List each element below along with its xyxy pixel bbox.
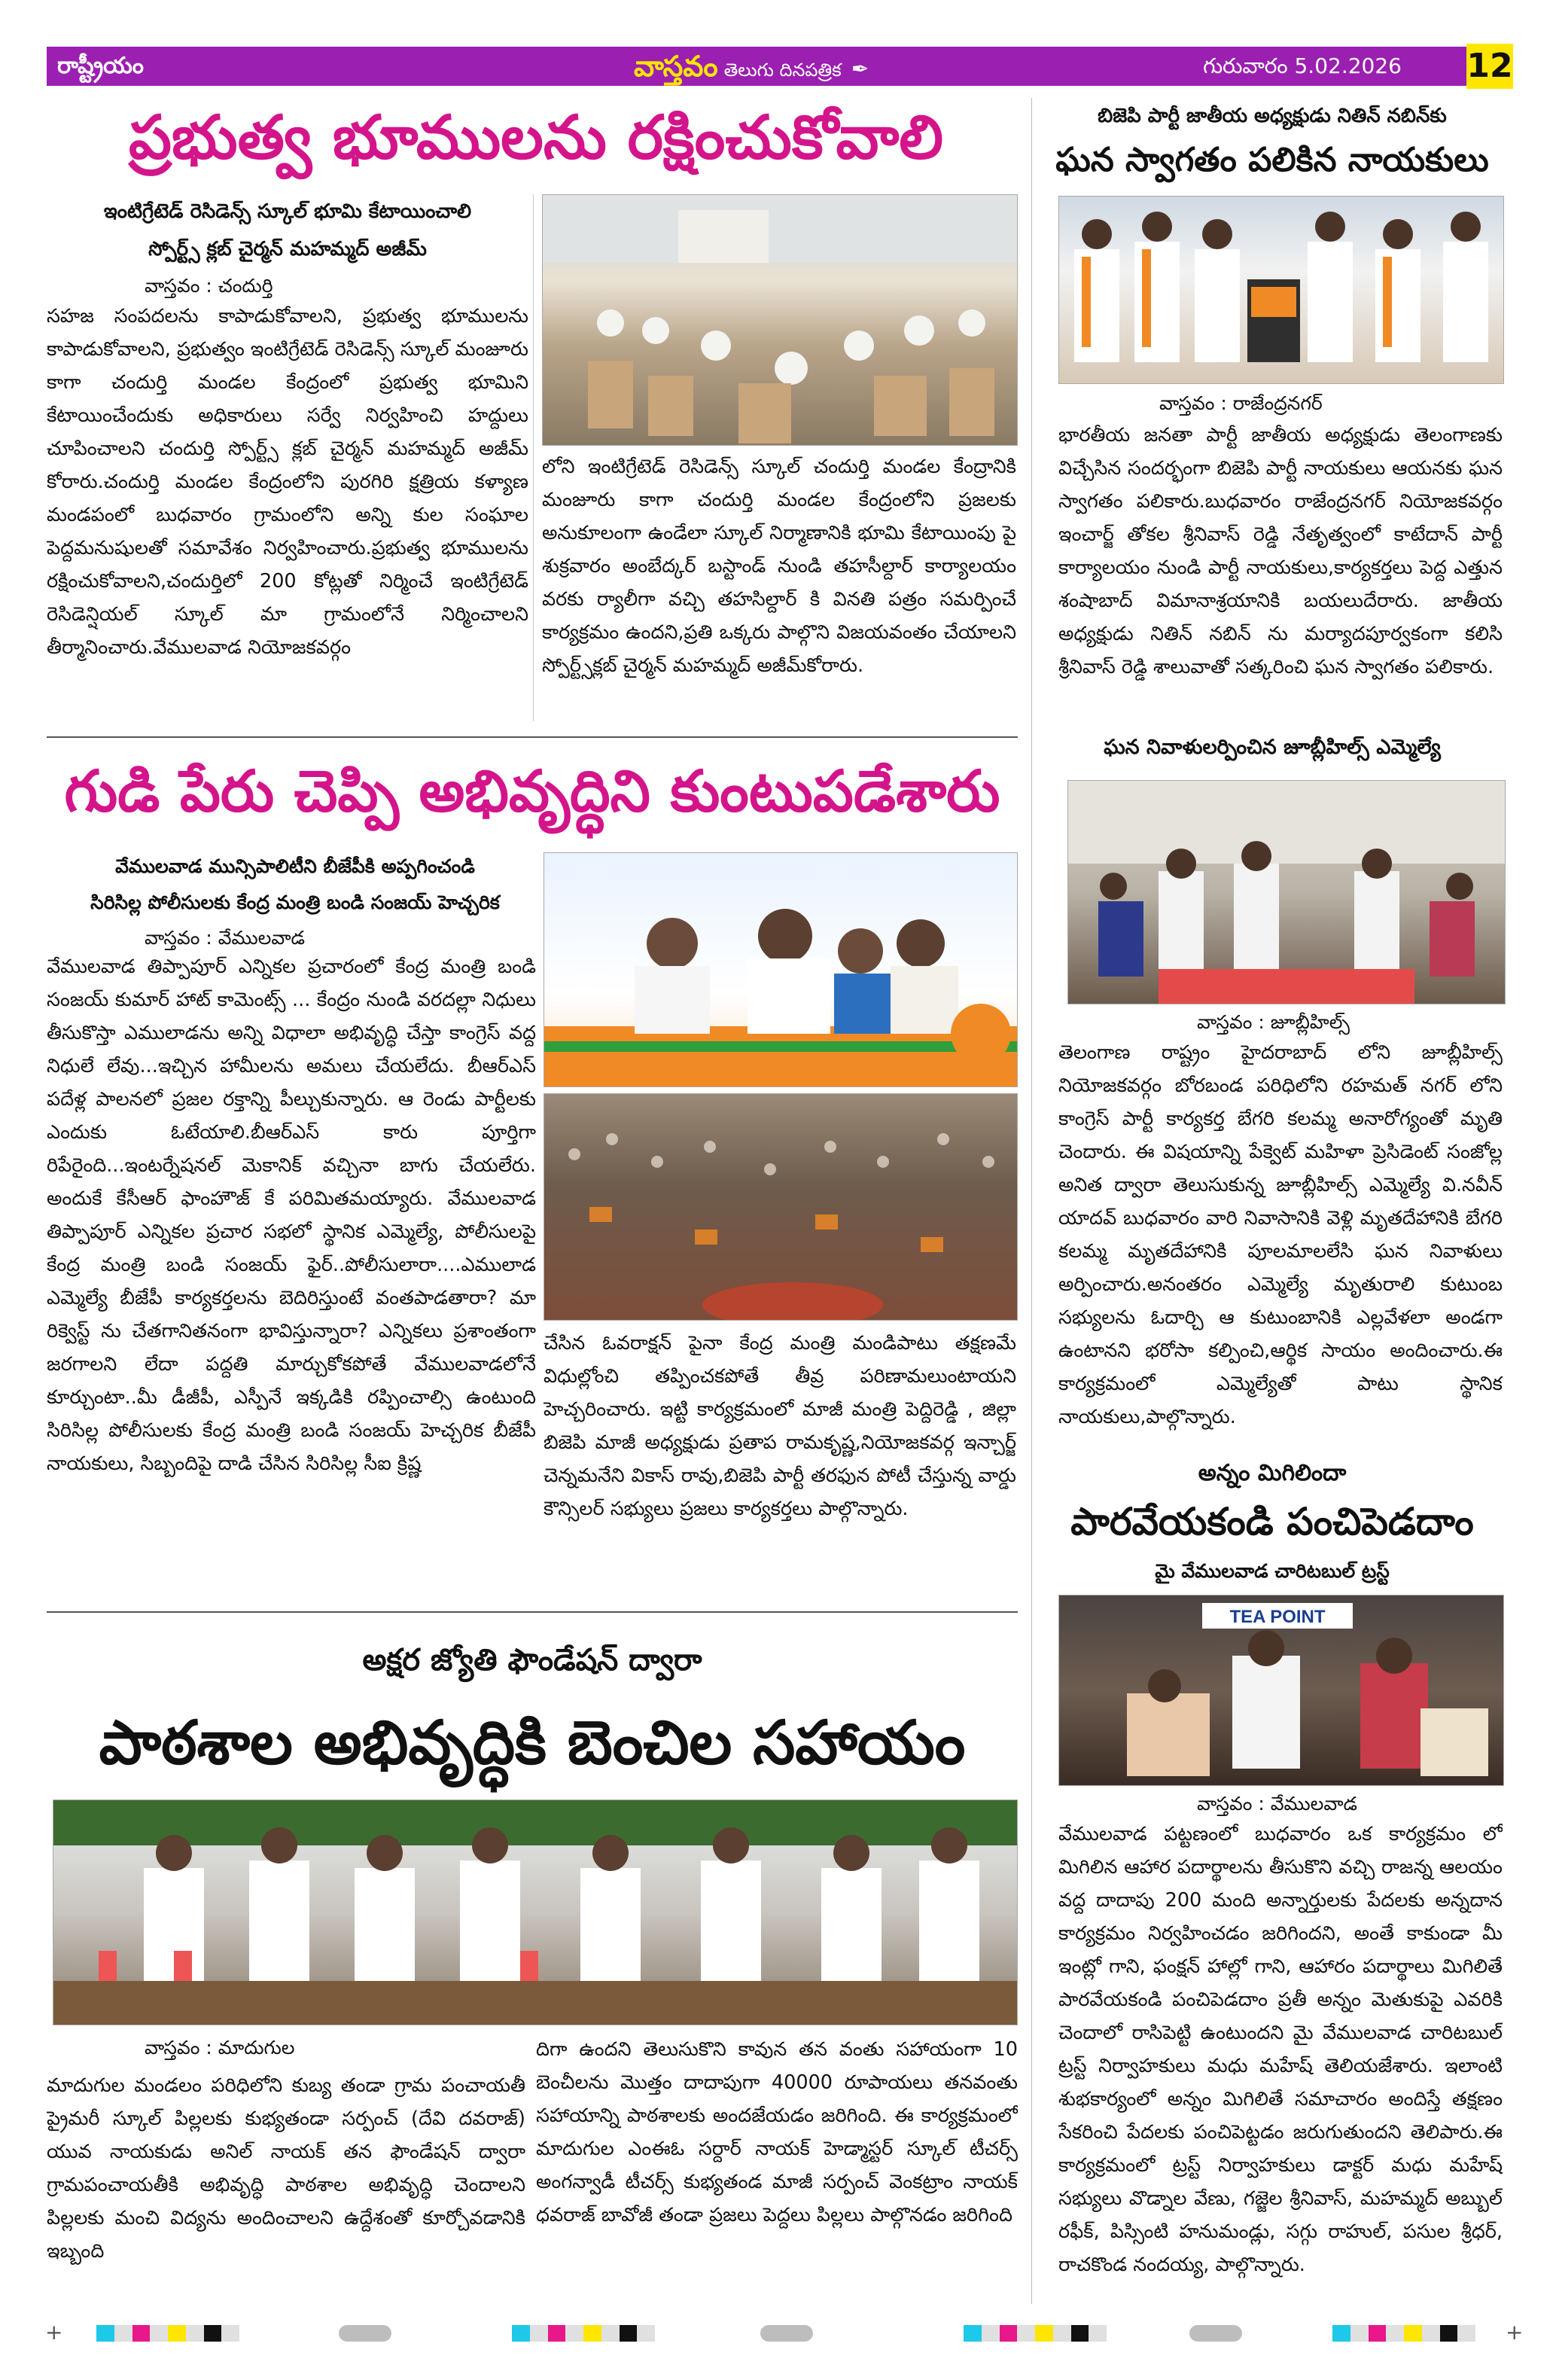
page-number: 12: [1466, 44, 1513, 89]
story3-dateline: వాస్తవం : మాదుగుల: [145, 2037, 295, 2059]
welcome-group-illustration: [1059, 197, 1503, 383]
column-divider: [533, 194, 534, 721]
condolence-illustration: [1068, 781, 1505, 1004]
rally-stage-illustration: [544, 853, 1017, 1086]
story1-photo: [542, 194, 1018, 446]
story6-body: వేములవాడ పట్టణంలో బుధవారం ఒక కార్యక్రమం లో మిగిలిన ఆహార పదార్థాలను తీసుకొని వచ్చి రాజన్న ఆలయం వద్ద దాదాపు 200 మంది అన్నార్తులకు పేదలకు అన్నదాన కార్యక్రమం నిర్వహించడం జరిగిందని, అంతే కాకుండా మీ ఇంట్లో గాని, ఫంక్షన్ హాల్లో గాని, ఆహారం పదార్థాలు మిగిలితే పారవేయకండి పంచిపెడదాం ప్రతీ అన్నం మెతుకుపై ఎవరికి చెందాలో రాసిపెట్టి ఉంటుందని మై వేములవాడ చారిటబుల్ ట్రస్ట్ నిర్వాహకులు మధు మహేష్ తెలియజేశారు. ఇలాంటి శుభకార్యంలో అన్నం మిగిలితే సమాచారం అందిస్తే తక్షణం సేకరించి పేదలకు పంచిపెట్టడం జరుగుతుందని తెలిపారు.ఈ కార్యక్రమంలో ట్రస్ట్ నిర్వాహకులు డాక్టర్ మధు మహేష్ సభ్యులు వొడ్నాల వేణు, గజ్జెల శ్రీనివాస్, మహమ్మద్ అబ్బుల్ రఫీక్, పిస్సింటి హనుమండ్లు, సగ్గు రాహుల్, పసుల శ్రీధర్, రాచకొండ నందయ్య, పాల్గొన్నారు.: [1058, 1823, 1503, 2276]
color-bar-2: [512, 2325, 655, 2342]
masthead-sub: తెలుగు దినపత్రిక: [723, 59, 842, 81]
story2-photo-stage: [544, 852, 1018, 1087]
story5-headline: ఘన నివాళులర్పించిన జూబ్లీహిల్స్ ఎమ్మెల్యే: [1104, 736, 1441, 759]
grey-pill-2: [760, 2325, 813, 2342]
story3-headline: పాఠశాల అభివృద్ధికి బెంచిల సహాయం: [99, 1708, 966, 1778]
story1-col2: లోని ఇంటిగ్రేటెడ్ రెసిడెన్స్ స్కూల్ చందుర్తి మండల కేంద్రానికి మంజూరు కాగా చందుర్తి మండల కేంద్రంలోని ప్రజలకు అనుకూలంగా ఉండేలా స్కూల్ నిర్మాణానికి భూమి కేటాయింపు పై శుక్రవారం అంబేద్కర్ బస్టాండ్ నుండి తహసీల్దార్ కార్యాలయం వరకు ర్యాలీగా వచ్చి తహసిల్దార్ కి వినతి పత్రం సమర్పించే కార్యక్రమం ఉందని,ప్రతి ఒక్కరు పాల్గొని విజయవంతం చేయాలని స్పోర్ట్స్‌క్లబ్ చైర్మన్ మహమ్మద్ అజీమ్‌కోరారు.: [542, 456, 1016, 677]
story6-photo: [1058, 1595, 1504, 1786]
story4-body: భారతీయ జనతా పార్టీ జాతీయ అధ్యక్షుడు తెలంగాణకు విచ్చేసిన సందర్భంగా బిజెపి పార్టీ నాయకులు ఆయనకు ఘన స్వాగతం పలికారు.బుధవారం రాజేంద్రనగర్ నియోజకవర్గం ఇంచార్జ్ తోకల శ్రీనివాస్ రెడ్డి నేతృత్వంలో కాటేదాన్ పార్టీ కార్యాలయం నుండి పార్టీ నాయకులు,కార్యకర్తలు పెద్ద ఎత్తున శంషాబాద్ విమానాశ్రయానికి బయలుదేరారు. జాతీయ అధ్యక్షుడు నితిన్ నబిన్ ను మర్యాదపూర్వకంగా కలిసి శ్రీనివాస్ రెడ్డి శాలువాతో సత్కరించి ఘన స్వాగతం పలికారు.: [1058, 424, 1503, 678]
story3-col2: దిగా ఉందని తెలుసుకొని కావున తన వంతు సహాయంగా 10 బెంచీలను మొత్తం దాదాపుగా 40000 రూపాయలు తనవంతు సహాయాన్ని పాఠశాలకు అందజేయడం జరిగింది. ఈ కార్యక్రమంలో మాదుగుల ఎంఈఓ సర్దార్ నాయక్ హెడ్మాస్టర్ స్కూల్ టీచర్స్ అంగన్వాడీ టీచర్స్ కుభ్యతండ మాజీ సర్పంచ్ వెంకట్రాం నాయక్ ధవరాజ్ బావోజీ తండా ప్రజలు పెద్దలు పిల్లలు పాల్గొనడం జరిగింది: [536, 2038, 1018, 2226]
story2-col1: వేములవాడ తిప్పాపూర్ ఎన్నికల ప్రచారంలో కేంద్ర మంత్రి బండి సంజయ్ కుమార్ హాట్ కామెంట్స్ ... కేంద్రం నుండి వరదల్లా నిధులు తీసుకొస్తా ఎములాడను అన్ని విధాలా అభివృద్ధి చేస్తా కాంగ్రెస్ వద్ద నిధులే లేవు...ఇచ్చిన హామీలను అమలు చేయలేదు. బీఆర్ఎస్ పదేళ్ల పాలనలో ప్రజల రక్తాన్ని పీల్చుకున్నారు. ఆ రెండు పార్టీలకు ఎందుకు ఓటేయాలి.బీఆర్ఎస్ కారు పూర్తిగా రిపేరైంది...ఇంటర్నేషనల్ మెకానిక్ వచ్చినా బాగు చేయలేరు. అందుకే కేసీఆర్ ఫాంహౌజ్ కే పరిమితమయ్యారు. వేములవాడ తిప్పాపూర్ ఎన్నికల ప్రచార సభలో స్థానిక ఎమ్మెల్యే, పోలీసులపై కేంద్ర మంత్రి బండి సంజయ్ ఫైర్..పోలీసులారా....ఎములాడ ఎమ్మెల్యే బీజేపీ కార్యకర్తలను బెదిరిస్తుంటే వంతపాడతారా? మా రిక్వెస్ట్ ను చేతగానితనంగా భావిస్తున్నారా? ఎన్నికలు ప్రశాంతంగా జరగాలని లేదా పద్దతి మార్చుకోకపోతే వేములవాడలోనే కూర్చుంటా..మీ డీజీపీ, ఎస్పీనే ఇక్కడికి రప్పించాల్సి ఉంటుంది సిరిసిల్ల పోలీసులకు కేంద్ర మంత్రి బండి సంజయ్ హెచ్చరిక బీజేపీ నాయకులు, సిబ్బందిపై దాడి చేసిన సిరిసిల్ల సీఐ క్రిష్ణ: [47, 955, 536, 1475]
grey-pill-1: [339, 2325, 391, 2342]
story1-sub2: స్పోర్ట్స్ క్లబ్ చైర్మన్ మహమ్మద్ అజీమ్: [148, 238, 427, 261]
story5-photo: [1067, 780, 1506, 1004]
grey-pill-3: [1189, 2325, 1242, 2342]
section-divider-2: [47, 1611, 1018, 1613]
story6-dateline: వాస్తవం : వేములవాడ: [1197, 1793, 1358, 1815]
meeting-photo-illustration: [543, 195, 1017, 445]
page-header: [47, 47, 1469, 86]
food-distribution-illustration: [1059, 1595, 1503, 1785]
section-divider: [47, 736, 1018, 738]
story5-body: తెలంగాణ రాష్ట్రం హైదరాబాద్ లోని జూబ్లీహిల్స్ నియోజకవర్గం బోరబండ పరిధిలోని రహమత్ నగర్ లోని కాంగ్రెస్ పార్టీ కార్యకర్త బేగరి కలమ్మ అనారోగ్యంతో మృతి చెందారు. ఈ విషయాన్ని పేక్వెట్ మహిళా ప్రెసిడెంట్ సంజోల్ల అనిత ద్వారా తెలుసుకున్న జూబ్లీహిల్స్ ఎమ్మెల్యే వి.నవీన్ యాదవ్ బుధవారం వారి నివాసానికి వెళ్లి మృతదేహానికి బేగరి కలమ్మ మృతదేహానికి పూలమాలలేసి ఘన నివాళులు అర్పించారు.అనంతరం ఎమ్మెల్యే మృతురాలి కుటుంబ సభ్యులను ఓదార్చి ఆ కుటుంబానికి ఎల్లవేళలా అండగా ఉంటానని భరోసా కల్పించి,ఆర్థిక సాయం అందించారు.ఈ కార్యక్రమంలో ఎమ్మెల్యేతో పాటు స్థానిక నాయకులు,పాల్గొన్నారు.: [1058, 1041, 1503, 1428]
story2-dateline: వాస్తవం : వేములవాడ: [145, 927, 306, 949]
story1-dateline: వాస్తవం : చందుర్తి: [145, 275, 273, 297]
color-bar-4: [1332, 2325, 1475, 2342]
story2-col2: చేసిన ఓవరాక్షన్ పైనా కేంద్ర మంత్రి మండిపాటు తక్షణమే విధుల్లోంచి తప్పించకపోతే తీవ్ర పరిణామలుంటాయని హెచ్చరించారు. ఇట్టి కార్యక్రమంలో మాజీ మంత్రి పెద్దిరెడ్డి , జిల్లా బిజెపి మాజీ అధ్యక్షుడు ప్రతాప రామకృష్ణ,నియోజకవర్గ ఇన్చార్జ్ చెన్నమనేని వికాస్ రావు,బిజెపి పార్టీ తరఫున పోటీ చేస్తున్న వార్డు కౌన్సిలర్ సభ్యులు ప్రజలు కార్యకర్తలు పాల్గొన్నారు.: [544, 1332, 1016, 1520]
story2-sub1: వేములవాడ మున్సిపాలిటీని బీజేపీకి అప్పగించండి: [115, 855, 475, 877]
story3-photo: [53, 1799, 1018, 2025]
story6-kicker: అన్నం మిగిలిందా: [1198, 1460, 1347, 1486]
issue-date: గురువారం 5.02.2026: [1203, 53, 1402, 78]
registration-mark-right: +: [1506, 2320, 1524, 2345]
school-group-illustration: [53, 1800, 1017, 2025]
story6-sub: మై వేములవాడ చారిటబుల్ ట్రస్ట్: [1155, 1560, 1390, 1582]
story1-col1: సహజ సంపదలను కాపాడుకోవాలని, ప్రభుత్వ భూములను కాపాడుకోవాలని, ప్రభుత్వం ఇంటిగ్రేటెడ్ రెసిడెన్స్ స్కూల్ మంజూరు కాగా చందుర్తి మండల కేంద్రంలో ప్రభుత్వ భూమిని కేటాయించేందుకు అధికారులు సర్వే నిర్వహించి హద్దులు చూపించాలని చందుర్తి స్పోర్ట్స్ క్లబ్ చైర్మన్ మహమ్మద్ అజీమ్ కోరారు.చందుర్తి మండల కేంద్రంలోని పురగిరి క్షత్రియ కళ్యాణ మండపంలో బుధవారం గ్రామంలోని అన్ని కుల సంఘాల పెద్దమనుషులతో సమావేశం నిర్వహించారు.ప్రభుత్వ భూములను రక్షించుకోవాలని,చందుర్తిలో 200 కోట్లతో నిర్మించే ఇంటిగ్రేటెడ్ రెసిడెన్షియల్ స్కూల్ మా గ్రామంలోనే నిర్మించాలని తీర్మానించారు.వేములవాడ నియోజకవర్గం: [47, 305, 528, 659]
story4-dateline: వాస్తవం : రాజేంద్రనగర్: [1159, 392, 1323, 414]
story2-headline: గుడి పేరు చెప్పి అభివృద్ధిని కుంటుపడేశారు: [64, 757, 1000, 824]
story2-photo-crowd: [544, 1093, 1018, 1321]
bird-icon: ✒: [851, 56, 869, 81]
story3-col1: మాదుగుల మండలం పరిధిలోని కుబ్య తండా గ్రామ పంచాయతీ ప్రైమరీ స్కూల్ పిల్లలకు కుభ్యతండా సర్పంచ్ (దేవి దవరాజ్) యువ నాయకుడు అనిల్ నాయక్ తన ఫౌండేషన్ ద్వారా గ్రామపంచాయతీకి అభివృద్ధి పాఠశాల అభివృద్ధి చెందాలని పిల్లలకు మంచి విద్యను అందించాలని ఉద్దేశంతో కూర్చోవడానికి ఇబ్బంది: [47, 2074, 525, 2263]
story4-photo: [1058, 196, 1504, 384]
tea-point-sign: TEA POINT: [1229, 1607, 1326, 1627]
registration-mark-left: +: [45, 2320, 63, 2345]
story1-sub1: ఇంటిగ్రేటెడ్ రెసిడెన్స్ స్కూల్ భూమి కేటాయించాలి: [103, 200, 472, 223]
story2-sub2: సిరిసిల్ల పోలీసులకు కేంద్ర మంత్రి బండి సంజయ్ హెచ్చరిక: [90, 891, 500, 913]
right-column-divider: [1031, 98, 1032, 2304]
masthead: [634, 47, 869, 86]
story5-dateline: వాస్తవం : జూబ్లీహిల్స్: [1197, 1011, 1350, 1033]
color-bar-3: [964, 2325, 1107, 2342]
story4-kicker: బిజెపి పార్టీ జాతీయ అధ్యక్షుడు నితిన్ నబిన్‌కు: [1098, 105, 1447, 127]
masthead-title: వాస్తవం: [634, 50, 718, 83]
story1-headline: ప్రభుత్వ భూములను రక్షించుకోవాలి: [129, 102, 943, 172]
story4-headline: ఘన స్వాగతం పలికిన నాయకులు: [1055, 141, 1489, 179]
crowd-illustration: [544, 1094, 1017, 1320]
story3-kicker: అక్షర జ్యోతి ఫౌండేషన్ ద్వారా: [362, 1643, 702, 1678]
section-name: రాష్ట్రీయం: [57, 53, 144, 79]
color-bar-1: [96, 2325, 239, 2342]
story6-headline: పారవేయకండి పంచిపెడదాం: [1070, 1500, 1474, 1543]
